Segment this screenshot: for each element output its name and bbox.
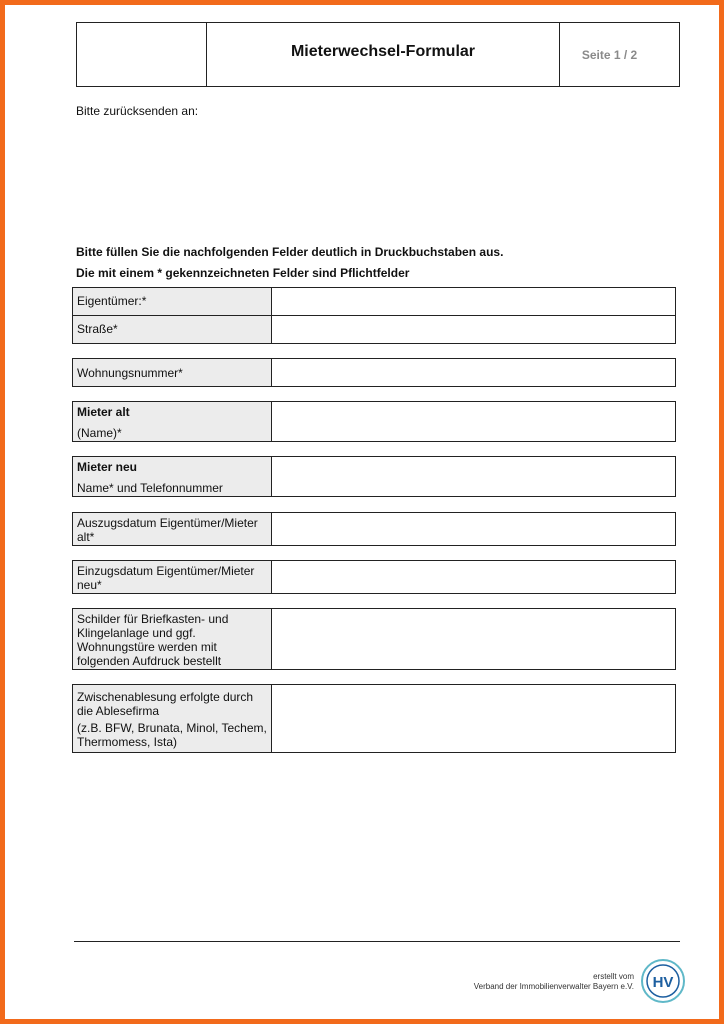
instruction-line-2: Die mit einem * gekennzeichneten Felder sind Pflichtfelder bbox=[76, 266, 410, 280]
field-label-zwischenablesung bbox=[73, 685, 272, 752]
field-row-einzugsdatum bbox=[72, 560, 676, 594]
field-input-schilder[interactable] bbox=[272, 609, 675, 669]
field-label-mieter-alt-title: Mieter alt bbox=[77, 405, 130, 419]
field-label-mieter-neu bbox=[73, 457, 272, 496]
field-input-wohnungsnummer[interactable] bbox=[272, 359, 675, 386]
field-label-mieter-neu-title: Mieter neu bbox=[77, 460, 138, 474]
footer-credit bbox=[474, 972, 634, 992]
logo-text: HV bbox=[652, 974, 674, 991]
field-row-strasse bbox=[72, 315, 676, 344]
field-row-mieter-alt bbox=[72, 401, 676, 442]
footer-credit-line-1: erstellt vom bbox=[593, 972, 634, 981]
form-header bbox=[76, 22, 680, 87]
header-logo-cell bbox=[77, 23, 207, 86]
field-row-zwischenablesung bbox=[72, 684, 676, 753]
field-label-strasse: Straße* bbox=[73, 316, 272, 343]
field-label-schilder: Schilder für Briefkasten- und Klingelanlage und ggf. Wohnungstüre werden mit folgenden Aufdruck bestellt bbox=[73, 609, 272, 669]
field-label-wohnungsnummer: Wohnungsnummer* bbox=[73, 359, 272, 386]
field-input-mieter-alt[interactable] bbox=[272, 402, 675, 441]
field-label-zwischenablesung-title: Zwischenablesung erfolgte durch die Ablesefirma bbox=[77, 690, 254, 718]
association-logo-icon bbox=[640, 958, 686, 1004]
instruction-line-1: Bitte füllen Sie die nachfolgenden Felder deutlich in Druckbuchstaben aus. bbox=[76, 245, 504, 259]
field-row-auszugsdatum bbox=[72, 512, 676, 546]
page-number: Seite 1 / 2 bbox=[581, 47, 638, 62]
field-label-einzugsdatum: Einzugsdatum Eigentümer/Mieter neu* bbox=[73, 561, 272, 593]
footer-credit-line-2: Verband der Immobilienverwalter Bayern e.V. bbox=[473, 982, 634, 991]
footer-divider bbox=[74, 941, 680, 942]
field-input-zwischenablesung[interactable] bbox=[272, 685, 675, 752]
page-title: Mieterwechsel-Formular bbox=[207, 23, 560, 86]
field-row-wohnungsnummer bbox=[72, 358, 676, 387]
field-label-mieter-neu-sub: Name* und Telefonnummer bbox=[77, 481, 223, 495]
field-input-auszugsdatum[interactable] bbox=[272, 513, 675, 545]
field-input-strasse[interactable] bbox=[272, 316, 675, 343]
field-label-mieter-alt-sub: (Name)* bbox=[77, 426, 122, 440]
field-label-mieter-alt bbox=[73, 402, 272, 441]
field-label-zwischenablesung-sub: (z.B. BFW, Brunata, Minol, Techem, Thermomess, Ista) bbox=[77, 721, 267, 749]
field-label-eigentuemer: Eigentümer:* bbox=[73, 288, 272, 315]
field-input-einzugsdatum[interactable] bbox=[272, 561, 675, 593]
field-input-mieter-neu[interactable] bbox=[272, 457, 675, 496]
field-input-eigentuemer[interactable] bbox=[272, 288, 675, 315]
field-label-auszugsdatum: Auszugsdatum Eigentümer/Mieter alt* bbox=[73, 513, 272, 545]
field-row-eigentuemer bbox=[72, 287, 676, 316]
return-address-label: Bitte zurücksenden an: bbox=[76, 104, 199, 118]
field-row-schilder bbox=[72, 608, 676, 670]
field-row-mieter-neu bbox=[72, 456, 676, 497]
